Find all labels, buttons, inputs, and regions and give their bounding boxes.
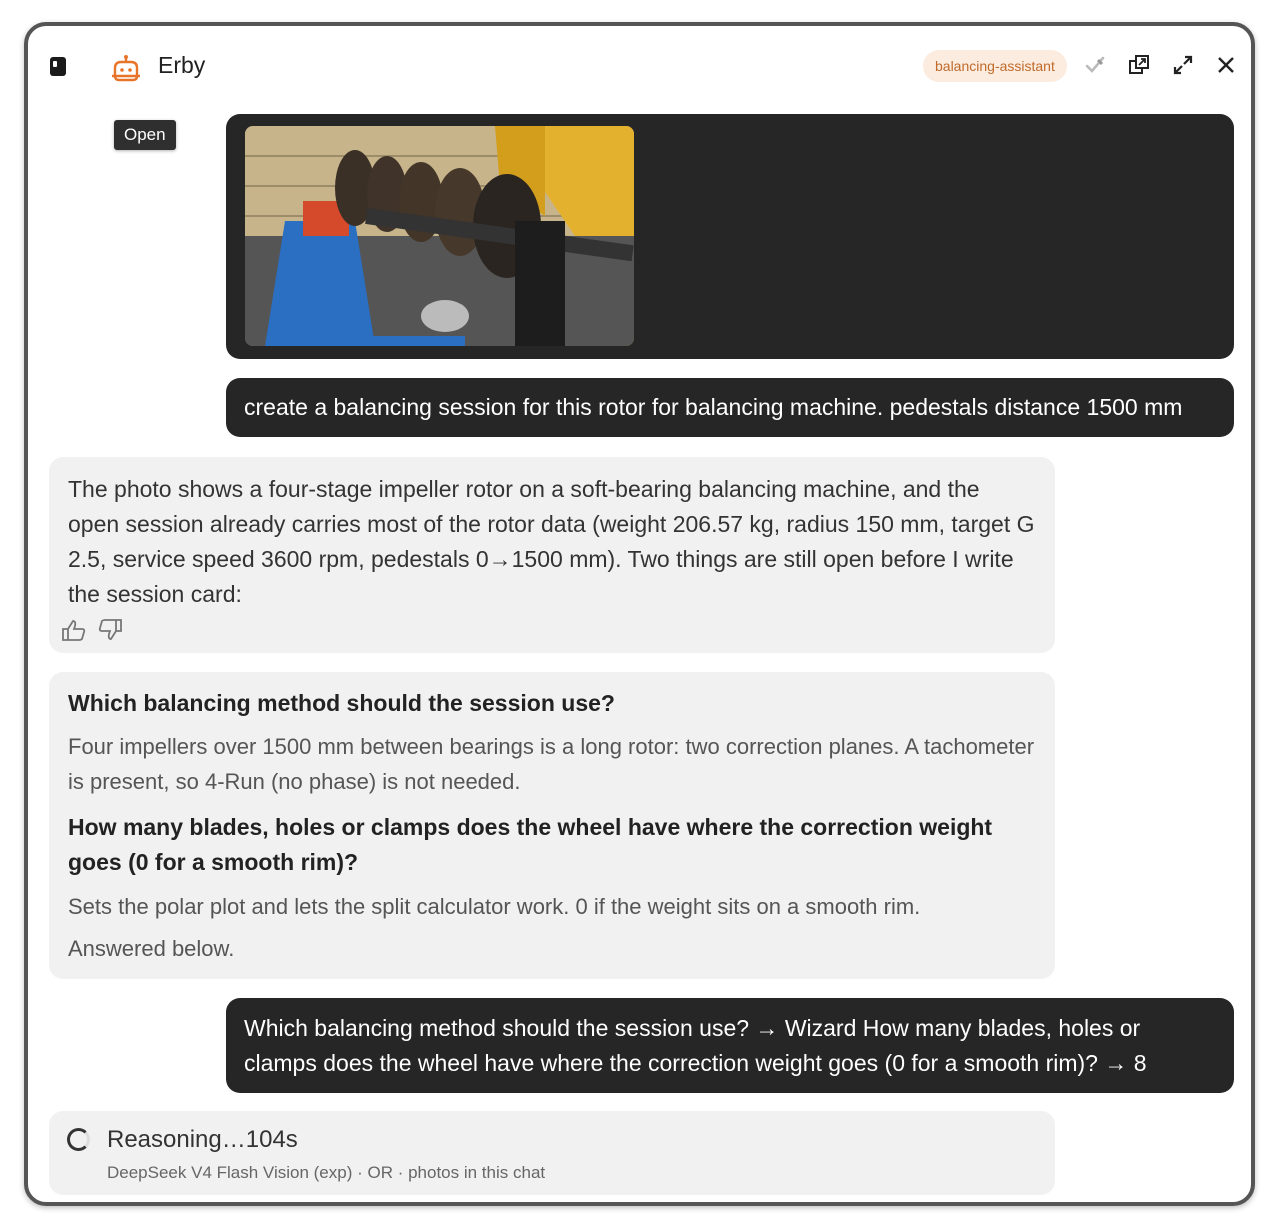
assistant-message-text: The photo shows a four-stage impeller rotor on a soft-bearing balancing machine, and the open session already carries most of the rotor data (weight 206.57 kg, radius 150 mm, target G 2.5, service speed 3600 rpm, pedestals 0→1500 mm). Two things are still open before I write the session card: xyxy=(68,476,1035,607)
context-badge[interactable]: balancing-assistant xyxy=(923,50,1067,82)
thumbs-up-icon[interactable] xyxy=(61,618,87,642)
reasoning-label: Reasoning…104s xyxy=(107,1126,298,1153)
question-title: How many blades, holes or clamps does the wheel have where the correction weight goes (0 for a smooth rim)? xyxy=(68,814,993,875)
app-title: Erby xyxy=(158,52,206,78)
feedback-bar xyxy=(61,618,123,642)
assistant-message xyxy=(49,457,1055,653)
chat-window xyxy=(24,22,1255,1206)
question-detail: Four impellers over 1500 mm between bearings is a long rotor: two correction planes. A tachometer is present, so 4-Run (no phase) is not needed. xyxy=(68,734,1035,794)
user-answer-message: Which balancing method should the session use? → Wizard How many blades, holes or clamps does the wheel have where the correction weight goes (0 for a smooth rim)? → 8 xyxy=(226,998,1234,1093)
user-image-message xyxy=(226,114,1234,359)
model-info: DeepSeek V4 Flash Vision (exp) · OR · photos in this chat xyxy=(107,1163,546,1182)
answered-note: Answered below. xyxy=(68,936,235,961)
spinner-icon xyxy=(67,1128,90,1151)
user-message: create a balancing session for this rotor for balancing machine. pedestals distance 1500 mm xyxy=(226,378,1234,437)
question-title: Which balancing method should the session use? xyxy=(68,690,615,716)
open-tooltip: Open xyxy=(114,120,176,150)
reasoning-status xyxy=(49,1111,1055,1195)
question-detail: Sets the polar plot and lets the split calculator work. 0 if the weight sits on a smooth rim. xyxy=(68,894,921,919)
message-list xyxy=(28,26,1251,1202)
thumbs-down-icon[interactable] xyxy=(97,618,123,642)
clarifying-questions xyxy=(49,672,1055,979)
rotor-photo[interactable] xyxy=(245,126,634,346)
